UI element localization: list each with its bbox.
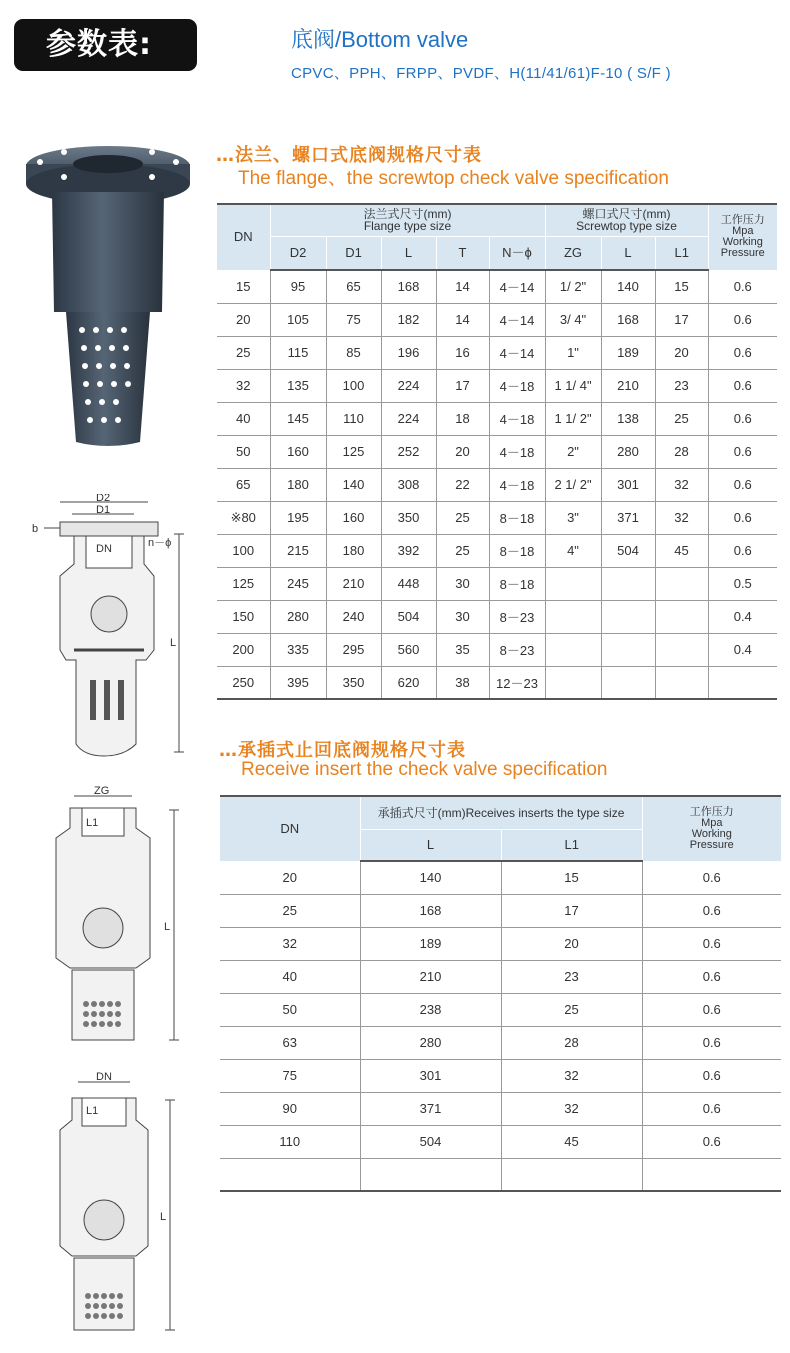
cell-l: 182 [381, 303, 436, 336]
cell-zg [545, 666, 601, 699]
cell-t: 14 [436, 270, 489, 303]
cell-ls: 280 [601, 435, 655, 468]
cell-p: 0.6 [708, 336, 777, 369]
table-row [217, 270, 777, 303]
cell-l1: 20 [655, 336, 708, 369]
cell-l1: 45 [655, 534, 708, 567]
t2-th-l: L [360, 829, 501, 861]
th-pressure-2: Mpa [732, 225, 754, 238]
table-row [217, 633, 777, 666]
cell-p: 0.6 [708, 270, 777, 303]
section2-title-en: Receive insert the check valve specification [241, 759, 608, 780]
cell-ls: 140 [601, 270, 655, 303]
section1-title-cn: …法兰、螺口式底阀规格尺寸表 [216, 145, 482, 166]
cell-n: 8－18 [489, 501, 545, 534]
table-row [220, 1158, 781, 1191]
product-subtitle: CPVC、PPH、FRPP、PVDF、H(11/41/61)F-10 ( S/F ) [291, 65, 671, 82]
cell-t: 30 [436, 600, 489, 633]
cell-d2: 215 [270, 534, 326, 567]
cell-t: 35 [436, 633, 489, 666]
cell-l: 168 [381, 270, 436, 303]
cell-l1 [655, 666, 708, 699]
cell-l1: 32 [655, 501, 708, 534]
cell-l1: 25 [655, 402, 708, 435]
cell-d2: 105 [270, 303, 326, 336]
cell-l1 [655, 600, 708, 633]
th-l1: L1 [655, 236, 708, 270]
flange-b-label: b [32, 523, 39, 535]
cell-dn: 75 [220, 1059, 360, 1092]
cell-n: 4－14 [489, 270, 545, 303]
cell-p: 0.6 [642, 894, 781, 927]
cell-d2: 135 [270, 369, 326, 402]
cell-d1: 75 [326, 303, 381, 336]
t2-th-pressure-2: Mpa [701, 816, 723, 829]
cell-p: 0.6 [642, 960, 781, 993]
flange-d1-label: D1 [96, 504, 111, 516]
cell-dn: 50 [217, 435, 270, 468]
cell-d2: 160 [270, 435, 326, 468]
cell-n: 8－23 [489, 600, 545, 633]
cell-l: 140 [360, 861, 501, 894]
cell-l1: 28 [501, 1026, 642, 1059]
cell-dn: 20 [220, 861, 360, 894]
cell-p: 0.6 [642, 1092, 781, 1125]
cell-dn: 100 [217, 534, 270, 567]
table-row [220, 1125, 781, 1158]
t2-th-pressure-3: Working [691, 827, 732, 840]
cell-l: 371 [360, 1092, 501, 1125]
cell-zg: 1" [545, 336, 601, 369]
cell-d2: 280 [270, 600, 326, 633]
cell-zg: 2" [545, 435, 601, 468]
screwtop-valve-drawing [36, 782, 196, 1052]
cell-l: 252 [381, 435, 436, 468]
cell-dn: ※80 [217, 501, 270, 534]
cell-p: 0.4 [708, 600, 777, 633]
t2-th-group: 承插式尺寸(mm)Receives inserts the type size [360, 796, 642, 829]
socket-l-label: L [160, 1211, 167, 1223]
cell-dn: 15 [217, 270, 270, 303]
cell-l1 [655, 633, 708, 666]
product-title: 底阀/Bottom valve [291, 27, 469, 52]
socket-dn-label: DN [96, 1071, 112, 1083]
cell-l: 620 [381, 666, 436, 699]
t2-th-dn: DN [220, 796, 360, 861]
cell-d1: 160 [326, 501, 381, 534]
cell-d2: 335 [270, 633, 326, 666]
t2-th-pressure-4: Pressure [689, 838, 734, 851]
cell-l: 308 [381, 468, 436, 501]
cell-d2: 245 [270, 567, 326, 600]
cell-p: 0.6 [642, 1059, 781, 1092]
cell-d1: 240 [326, 600, 381, 633]
cell-d1: 180 [326, 534, 381, 567]
section1-title-en: The flange、the screwtop check valve specification [238, 168, 669, 189]
cell-p: 0.6 [642, 861, 781, 894]
cell-dn [220, 1158, 360, 1191]
flange-nphi-label: n－ϕ [148, 537, 172, 549]
cell-l: 504 [381, 600, 436, 633]
cell-dn: 25 [217, 336, 270, 369]
cell-l1: 25 [501, 993, 642, 1026]
cell-zg [545, 600, 601, 633]
th-pressure-4: Pressure [720, 247, 765, 260]
table-row [220, 960, 781, 993]
flange-screwtop-spec-table [217, 203, 777, 700]
cell-l: 392 [381, 534, 436, 567]
th-dn: DN [217, 204, 270, 270]
cell-p: 0.6 [708, 468, 777, 501]
cell-dn: 150 [217, 600, 270, 633]
table-row [217, 534, 777, 567]
cell-d2: 115 [270, 336, 326, 369]
cell-l: 196 [381, 336, 436, 369]
cell-l: 560 [381, 633, 436, 666]
cell-t: 22 [436, 468, 489, 501]
cell-p: 0.6 [708, 402, 777, 435]
th-nphi: N－ϕ [489, 236, 545, 270]
cell-ls: 168 [601, 303, 655, 336]
table-row [217, 501, 777, 534]
table-row [217, 435, 777, 468]
table-row [217, 369, 777, 402]
cell-l: 301 [360, 1059, 501, 1092]
cell-zg: 1/ 2" [545, 270, 601, 303]
cell-dn: 110 [220, 1125, 360, 1158]
th-pressure [708, 204, 777, 270]
cell-ls: 301 [601, 468, 655, 501]
table-row [217, 336, 777, 369]
cell-t: 20 [436, 435, 489, 468]
table-row [220, 993, 781, 1026]
cell-dn: 40 [217, 402, 270, 435]
table-row [217, 468, 777, 501]
cell-n: 8－23 [489, 633, 545, 666]
cell-p: 0.4 [708, 633, 777, 666]
cell-p: 0.6 [708, 369, 777, 402]
cell-n: 4－18 [489, 402, 545, 435]
table-row [220, 894, 781, 927]
cell-l: 238 [360, 993, 501, 1026]
cell-l: 168 [360, 894, 501, 927]
table-row [220, 927, 781, 960]
cell-dn: 25 [220, 894, 360, 927]
th-screw-cn: 螺口式尺寸(mm) [582, 207, 671, 222]
cell-zg: 2 1/ 2" [545, 468, 601, 501]
th-screw-group [545, 204, 708, 236]
cell-zg [545, 633, 601, 666]
cell-ls: 210 [601, 369, 655, 402]
cell-p [642, 1158, 781, 1191]
cell-p: 0.6 [642, 927, 781, 960]
cell-n: 8－18 [489, 567, 545, 600]
cell-d1: 295 [326, 633, 381, 666]
cell-zg [545, 567, 601, 600]
th-l-screw: L [601, 236, 655, 270]
cell-p: 0.6 [708, 501, 777, 534]
screw-l1-label: L1 [86, 817, 99, 829]
cell-l1 [655, 567, 708, 600]
cell-l1: 15 [501, 861, 642, 894]
cell-d1: 65 [326, 270, 381, 303]
cell-dn: 90 [220, 1092, 360, 1125]
screw-zg-label: ZG [94, 785, 110, 797]
cell-d1: 85 [326, 336, 381, 369]
cell-n: 4－18 [489, 468, 545, 501]
cell-dn: 32 [220, 927, 360, 960]
th-flange-cn: 法兰式尺寸(mm) [363, 207, 452, 222]
table-row [220, 1092, 781, 1125]
cell-zg: 3" [545, 501, 601, 534]
th-pressure-1: 工作压力 [720, 214, 765, 227]
cell-l1: 32 [501, 1092, 642, 1125]
cell-dn: 250 [217, 666, 270, 699]
t2-th-l1: L1 [501, 829, 642, 861]
table-row [217, 303, 777, 336]
cell-dn: 63 [220, 1026, 360, 1059]
cell-l1: 32 [655, 468, 708, 501]
cell-n: 4－18 [489, 435, 545, 468]
cell-ls: 504 [601, 534, 655, 567]
cell-t: 16 [436, 336, 489, 369]
flange-l-label: L [170, 637, 177, 649]
th-flange-group [270, 204, 545, 236]
valve-photo [24, 144, 194, 449]
cell-ls [601, 633, 655, 666]
cell-n: 4－14 [489, 303, 545, 336]
cell-l: 224 [381, 369, 436, 402]
cell-d1: 110 [326, 402, 381, 435]
cell-t: 18 [436, 402, 489, 435]
cell-p: 0.6 [642, 993, 781, 1026]
table-row [217, 666, 777, 699]
cell-t: 25 [436, 501, 489, 534]
table-row [220, 861, 781, 894]
cell-l: 350 [381, 501, 436, 534]
th-l: L [381, 236, 436, 270]
cell-p: 0.6 [708, 534, 777, 567]
cell-dn: 65 [217, 468, 270, 501]
cell-t: 25 [436, 534, 489, 567]
th-d2: D2 [270, 236, 326, 270]
cell-d2: 145 [270, 402, 326, 435]
cell-t: 30 [436, 567, 489, 600]
cell-l1: 15 [655, 270, 708, 303]
cell-l1: 17 [501, 894, 642, 927]
cell-l1: 32 [501, 1059, 642, 1092]
cell-dn: 200 [217, 633, 270, 666]
th-d1: D1 [326, 236, 381, 270]
cell-d2: 180 [270, 468, 326, 501]
cell-l1 [501, 1158, 642, 1191]
cell-p: 0.6 [642, 1026, 781, 1059]
cell-l1: 20 [501, 927, 642, 960]
cell-dn: 125 [217, 567, 270, 600]
cell-dn: 20 [217, 303, 270, 336]
cell-d1: 100 [326, 369, 381, 402]
cell-d1: 125 [326, 435, 381, 468]
th-pressure-3: Working [722, 236, 763, 249]
cell-d1: 140 [326, 468, 381, 501]
cell-n: 12－23 [489, 666, 545, 699]
t2-th-pressure-1: 工作压力 [689, 805, 734, 818]
socket-spec-table [220, 795, 781, 1192]
cell-ls [601, 600, 655, 633]
cell-l: 189 [360, 927, 501, 960]
table1-body [217, 270, 777, 699]
cell-p: 0.6 [708, 303, 777, 336]
cell-n: 4－18 [489, 369, 545, 402]
cell-l1: 23 [655, 369, 708, 402]
cell-l: 210 [360, 960, 501, 993]
table-row [217, 600, 777, 633]
table-row [220, 1059, 781, 1092]
cell-n: 8－18 [489, 534, 545, 567]
cell-l: 280 [360, 1026, 501, 1059]
cell-p: 0.6 [642, 1125, 781, 1158]
table-row [217, 567, 777, 600]
table-row [220, 1026, 781, 1059]
cell-l [360, 1158, 501, 1191]
cell-zg: 1 1/ 4" [545, 369, 601, 402]
cell-t: 38 [436, 666, 489, 699]
table2-body [220, 861, 781, 1191]
params-badge: 参数表: [14, 19, 197, 71]
cell-p: 0.6 [708, 435, 777, 468]
section2-title-cn: …承插式止回底阀规格尺寸表 [219, 740, 466, 761]
cell-l: 224 [381, 402, 436, 435]
th-flange-en: Flange type size [363, 219, 452, 234]
cell-zg: 4" [545, 534, 601, 567]
cell-t: 17 [436, 369, 489, 402]
cell-p: 0.5 [708, 567, 777, 600]
flange-valve-drawing [24, 494, 194, 764]
cell-l1: 23 [501, 960, 642, 993]
cell-ls: 371 [601, 501, 655, 534]
cell-ls [601, 666, 655, 699]
cell-l: 504 [360, 1125, 501, 1158]
socket-valve-drawing [44, 1070, 194, 1340]
cell-zg: 1 1/ 2" [545, 402, 601, 435]
cell-ls: 189 [601, 336, 655, 369]
socket-l1-label: L1 [86, 1105, 99, 1117]
cell-n: 4－14 [489, 336, 545, 369]
cell-zg: 3/ 4" [545, 303, 601, 336]
cell-d1: 350 [326, 666, 381, 699]
screw-l-label: L [164, 921, 171, 933]
flange-d2-label: D2 [96, 494, 111, 504]
cell-l1: 28 [655, 435, 708, 468]
cell-ls [601, 567, 655, 600]
cell-ls: 138 [601, 402, 655, 435]
cell-l1: 45 [501, 1125, 642, 1158]
cell-l: 448 [381, 567, 436, 600]
cell-d2: 195 [270, 501, 326, 534]
th-t: T [436, 236, 489, 270]
table-row [217, 402, 777, 435]
th-zg: ZG [545, 236, 601, 270]
t2-th-pressure [642, 796, 781, 861]
flange-dn-label: DN [96, 543, 112, 555]
cell-dn: 50 [220, 993, 360, 1026]
th-screw-en: Screwtop type size [576, 219, 677, 234]
cell-p [708, 666, 777, 699]
cell-d1: 210 [326, 567, 381, 600]
cell-d2: 395 [270, 666, 326, 699]
cell-dn: 40 [220, 960, 360, 993]
cell-t: 14 [436, 303, 489, 336]
cell-dn: 32 [217, 369, 270, 402]
cell-d2: 95 [270, 270, 326, 303]
cell-l1: 17 [655, 303, 708, 336]
